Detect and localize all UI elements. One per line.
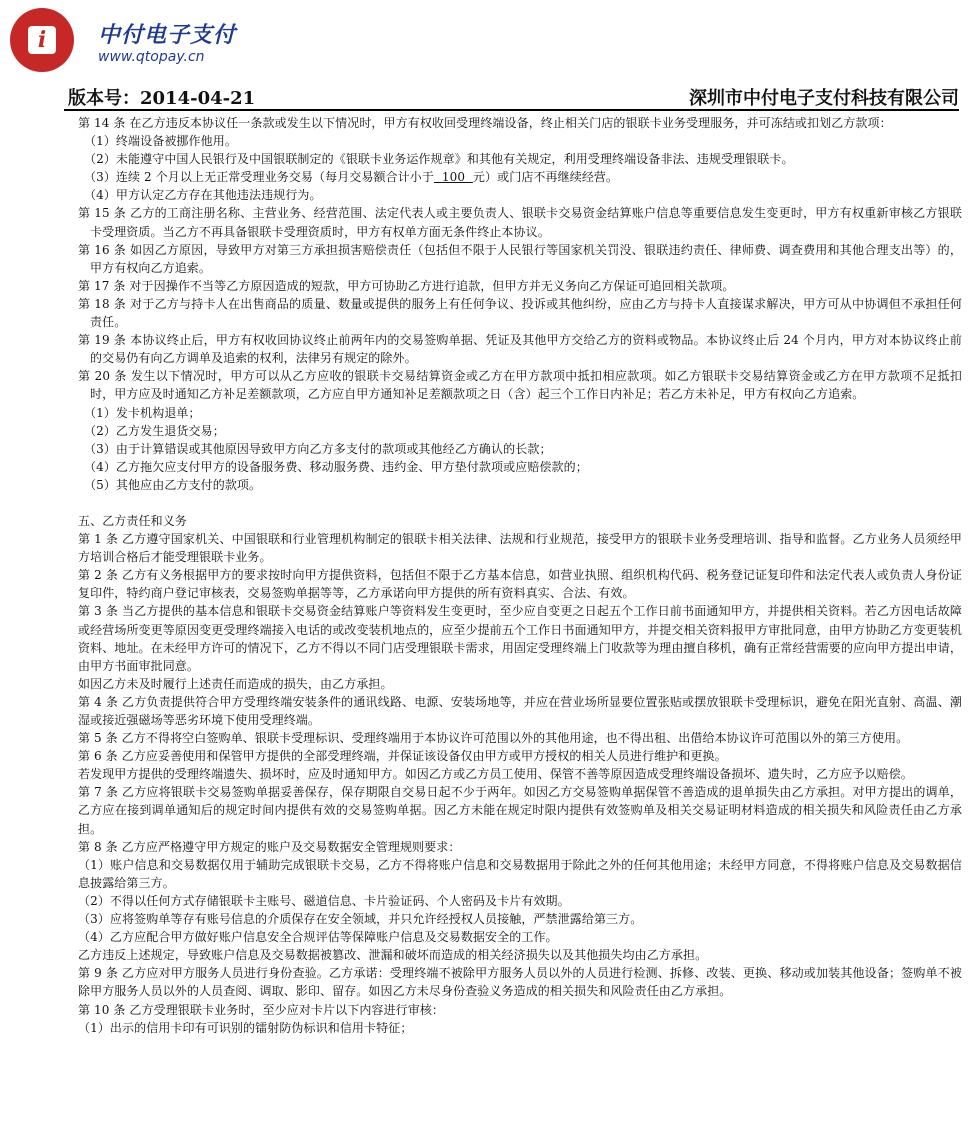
article-4: 第 4 条 乙方负责提供符合甲方受理终端安装条件的通讯线路、电源、安装场地等，并应在营业场所显要位置张贴或摆放银联卡受理标识，避免在阳光直射、高温、潮湿或接近强磁场等恶劣环境下使用受理终端。 xyxy=(78,694,962,727)
document-body xyxy=(78,114,962,1037)
transaction-amount xyxy=(434,170,473,184)
article-8-note: 乙方违反上述规定，导致账户信息及交易数据被篡改、泄漏和破坏而造成的相关经济损失以及其他损失均由乙方承担。 xyxy=(78,948,708,963)
clause-14-item-3-tail: 元）或门店不再继续经营。 xyxy=(472,170,619,185)
clause-14-item-2: （2）未能遵守中国人民银行及中国银联制定的《银联卡业务运作规章》和其他有关规定，利用受理终端设备非法、违规受理银联卡。 xyxy=(84,152,794,167)
logo-url: www.qtopay.cn xyxy=(98,49,205,65)
article-7: 第 7 条 乙方应将银联卡交易签购单据妥善保存，保存期限自交易日起不少于两年。如因乙方交易签购单据保管不善造成的退单损失由乙方承担。对甲方提出的调单，乙方应在接到调单通知后的规定时间内提供有效的交易签购单据。因乙方未能在规定时限内提供有效签购单及相关交易证明材料造成的相关损失和风险责任由乙方承担。 xyxy=(78,785,962,836)
article-2: 第 2 条 乙方有义务根据甲方的要求按时向甲方提供资料，包括但不限于乙方基本信息，如营业执照、组织机构代码、税务登记证复印件和法定代表人或负责人身份证复印件，特约商户登记审核表，交易签购单据等等，乙方承诺向甲方提供的所有资料真实、合法、有效。 xyxy=(78,568,962,601)
clause-20-item-1: （1）发卡机构退单； xyxy=(84,405,201,420)
article-8-item-4: （4）乙方应配合甲方做好账户信息安全合规评估等保障账户信息及交易数据安全的工作。 xyxy=(78,930,558,945)
article-3: 第 3 条 当乙方提供的基本信息和银联卡交易资金结算账户等资料发生变更时，至少应自变更之日起五个工作日前书面通知甲方，并提供相关资料。若乙方因电话故障或经营场所变更等原因变更受理终端接入电话的或改变装机地点的，应至少提前五个工作日书面通知甲方，并提交相关资料报甲方审批同意，由甲方协助乙方变更装机资料、地址。在未经甲方许可的情况下，乙方不得以不同门店受理银联卡需求，用固定受理终端上门收款等为理由擅自移机，确有正常经营需要的应向甲方提出申请，由甲方书面审批同意。 xyxy=(78,604,962,673)
article-10: 第 10 条 乙方受理银联卡业务时，至少应对卡片以下内容进行审核： xyxy=(78,1002,445,1017)
clause-14: 第 14 条 在乙方违反本协议任一条款或发生以下情况时，甲方有权收回受理终端设备，终止相关门店的银联卡业务受理服务，并可冻结或扣划乙方款项： xyxy=(78,116,892,130)
clause-20-item-3: （3）由于计算错误或其他原因导致甲方向乙方多支付的款项或其他经乙方确认的长款； xyxy=(84,441,552,456)
clause-16: 第 16 条 如因乙方原因，导致甲方对第三方承担损害赔偿责任（包括但不限于人民银行等国家机关罚没、银联违约责任、律师费、调查费用和其他合理支出等）的，甲方有权向乙方追索。 xyxy=(78,242,962,275)
article-8: 第 8 条 乙方应严格遵守甲方规定的账户及交易数据安全管理规则要求： xyxy=(78,839,461,854)
company-logo xyxy=(10,8,74,72)
logo-name: 中付电子支付 xyxy=(98,23,237,48)
article-3-note: 如因乙方未及时履行上述责任而造成的损失，由乙方承担。 xyxy=(78,676,393,691)
clause-17: 第 17 条 对于因操作不当等乙方原因造成的短款，甲方可协助乙方进行追款，但甲方并无义务向乙方保证可追回相关款项。 xyxy=(78,278,735,293)
clause-20: 第 20 条 发生以下情况时，甲方可以从乙方应收的银联卡交易结算资金或乙方在甲方款项中抵扣相应款项。如乙方银联卡交易结算资金或乙方在甲方款项不足抵扣时，甲方应及时通知乙方补足差额款项，乙方应自甲方通知补足差额款项之日（含）起三个工作日内补足；若乙方未补足，甲方有权向乙方追索。 xyxy=(78,369,962,402)
header-divider xyxy=(64,109,959,111)
article-10-item-1: （1）出示的信用卡印有可识别的镭射防伪标识和信用卡特征； xyxy=(78,1020,413,1035)
article-8-item-3: （3）应将签购单等存有账号信息的介质保存在安全领域，并只允许经授权人员接触，严禁泄露给第三方。 xyxy=(78,912,643,927)
clause-14-item-4: （4）甲方认定乙方存在其他违法违规行为。 xyxy=(84,188,322,203)
clause-14-item-3-text: （3）连续 2 个月以上无正常受理业务交易（每月交易额合计小于 xyxy=(84,170,435,185)
clause-19: 第 19 条 本协议终止后，甲方有权收回协议终止前两年内的交易签购单据、凭证及其他甲方交给乙方的资料或物品。本协议终止后 24 个月内，甲方对本协议终止前的交易仍有向乙方调单及追索的权利，法律另有规定的除外。 xyxy=(78,333,962,366)
section-title: 五、乙方责任和义务 xyxy=(78,513,187,528)
article-6: 第 6 条 乙方应妥善使用和保管甲方提供的全部受理终端，并保证该设备仅由甲方或甲方授权的相关人员进行维护和更换。 xyxy=(78,749,727,764)
clause-20-item-2: （2）乙方发生退货交易； xyxy=(84,423,225,438)
clause-14-item-3 xyxy=(78,168,962,186)
clause-20-item-4: （4）乙方拖欠应支付甲方的设备服务费、移动服务费、违约金、甲方垫付款项或应赔偿款的； xyxy=(84,459,588,474)
clause-20-item-5: （5）其他应由乙方支付的款项。 xyxy=(84,477,262,492)
page-header xyxy=(0,0,977,112)
clause-15: 第 15 条 乙方的工商注册名称、主营业务、经营范围、法定代表人或主要负责人、银联卡交易资金结算账户信息等重要信息发生变更时，甲方有权重新审核乙方银联卡受理资质。当乙方不再具备银联卡受理资质时，甲方有权单方面无条件终止本协议。 xyxy=(78,206,962,239)
article-9: 第 9 条 乙方应对甲方服务人员进行身份查验。乙方承诺：受理终端不被除甲方服务人员以外的人员进行检测、拆修、改装、更换、移动或加装其他设备；签购单不被除甲方服务人员以外的人员查阅、调取、影印、留存。如因乙方未尽身份查验义务造成的相关损失和风险责任由乙方承担。 xyxy=(78,966,962,999)
clause-18: 第 18 条 对于乙方与持卡人在出售商品的质量、数量或提供的服务上有任何争议、投诉或其他纠纷，应由乙方与持卡人直接谋求解决，甲方可从中协调但不承担任何责任。 xyxy=(78,296,962,330)
article-6-note: 若发现甲方提供的受理终端遗失、损坏时，应及时通知甲方。如因乙方或乙方员工使用、保管不善等原因造成受理终端设备损坏、遗失时，乙方应予以赔偿。 xyxy=(78,767,913,782)
article-8-item-1: （1）账户信息和交易数据仅用于辅助完成银联卡交易，乙方不得将账户信息和交易数据用于除此之外的任何其他用途；未经甲方同意，不得将账户信息及交易数据信息披露给第三方。 xyxy=(78,857,962,890)
company-name: 深圳市中付电子支付科技有限公司 xyxy=(689,88,959,109)
version-label: 版本号：2014-04-21 xyxy=(68,88,256,109)
article-1: 第 1 条 乙方遵守国家机关、中国银联和行业管理机构制定的银联卡相关法律、法规和行业规范，接受甲方的银联卡业务受理培训、指导和监督。乙方业务人员须经甲方培训合格后才能受理银联卡业务。 xyxy=(78,532,962,565)
amount-value: 100 xyxy=(441,170,466,185)
info-icon: i xyxy=(28,26,56,54)
article-8-item-2: （2）不得以任何方式存储银联卡主账号、磁道信息、卡片验证码、个人密码及卡片有效期。 xyxy=(78,893,570,908)
clause-14-item-1: （1）终端设备被挪作他用。 xyxy=(84,134,237,149)
article-5: 第 5 条 乙方不得将空白签购单、银联卡受理标识、受理终端用于本协议许可范围以外的其他用途，也不得出租、出借给本协议许可范围以外的第三方使用。 xyxy=(78,731,909,746)
